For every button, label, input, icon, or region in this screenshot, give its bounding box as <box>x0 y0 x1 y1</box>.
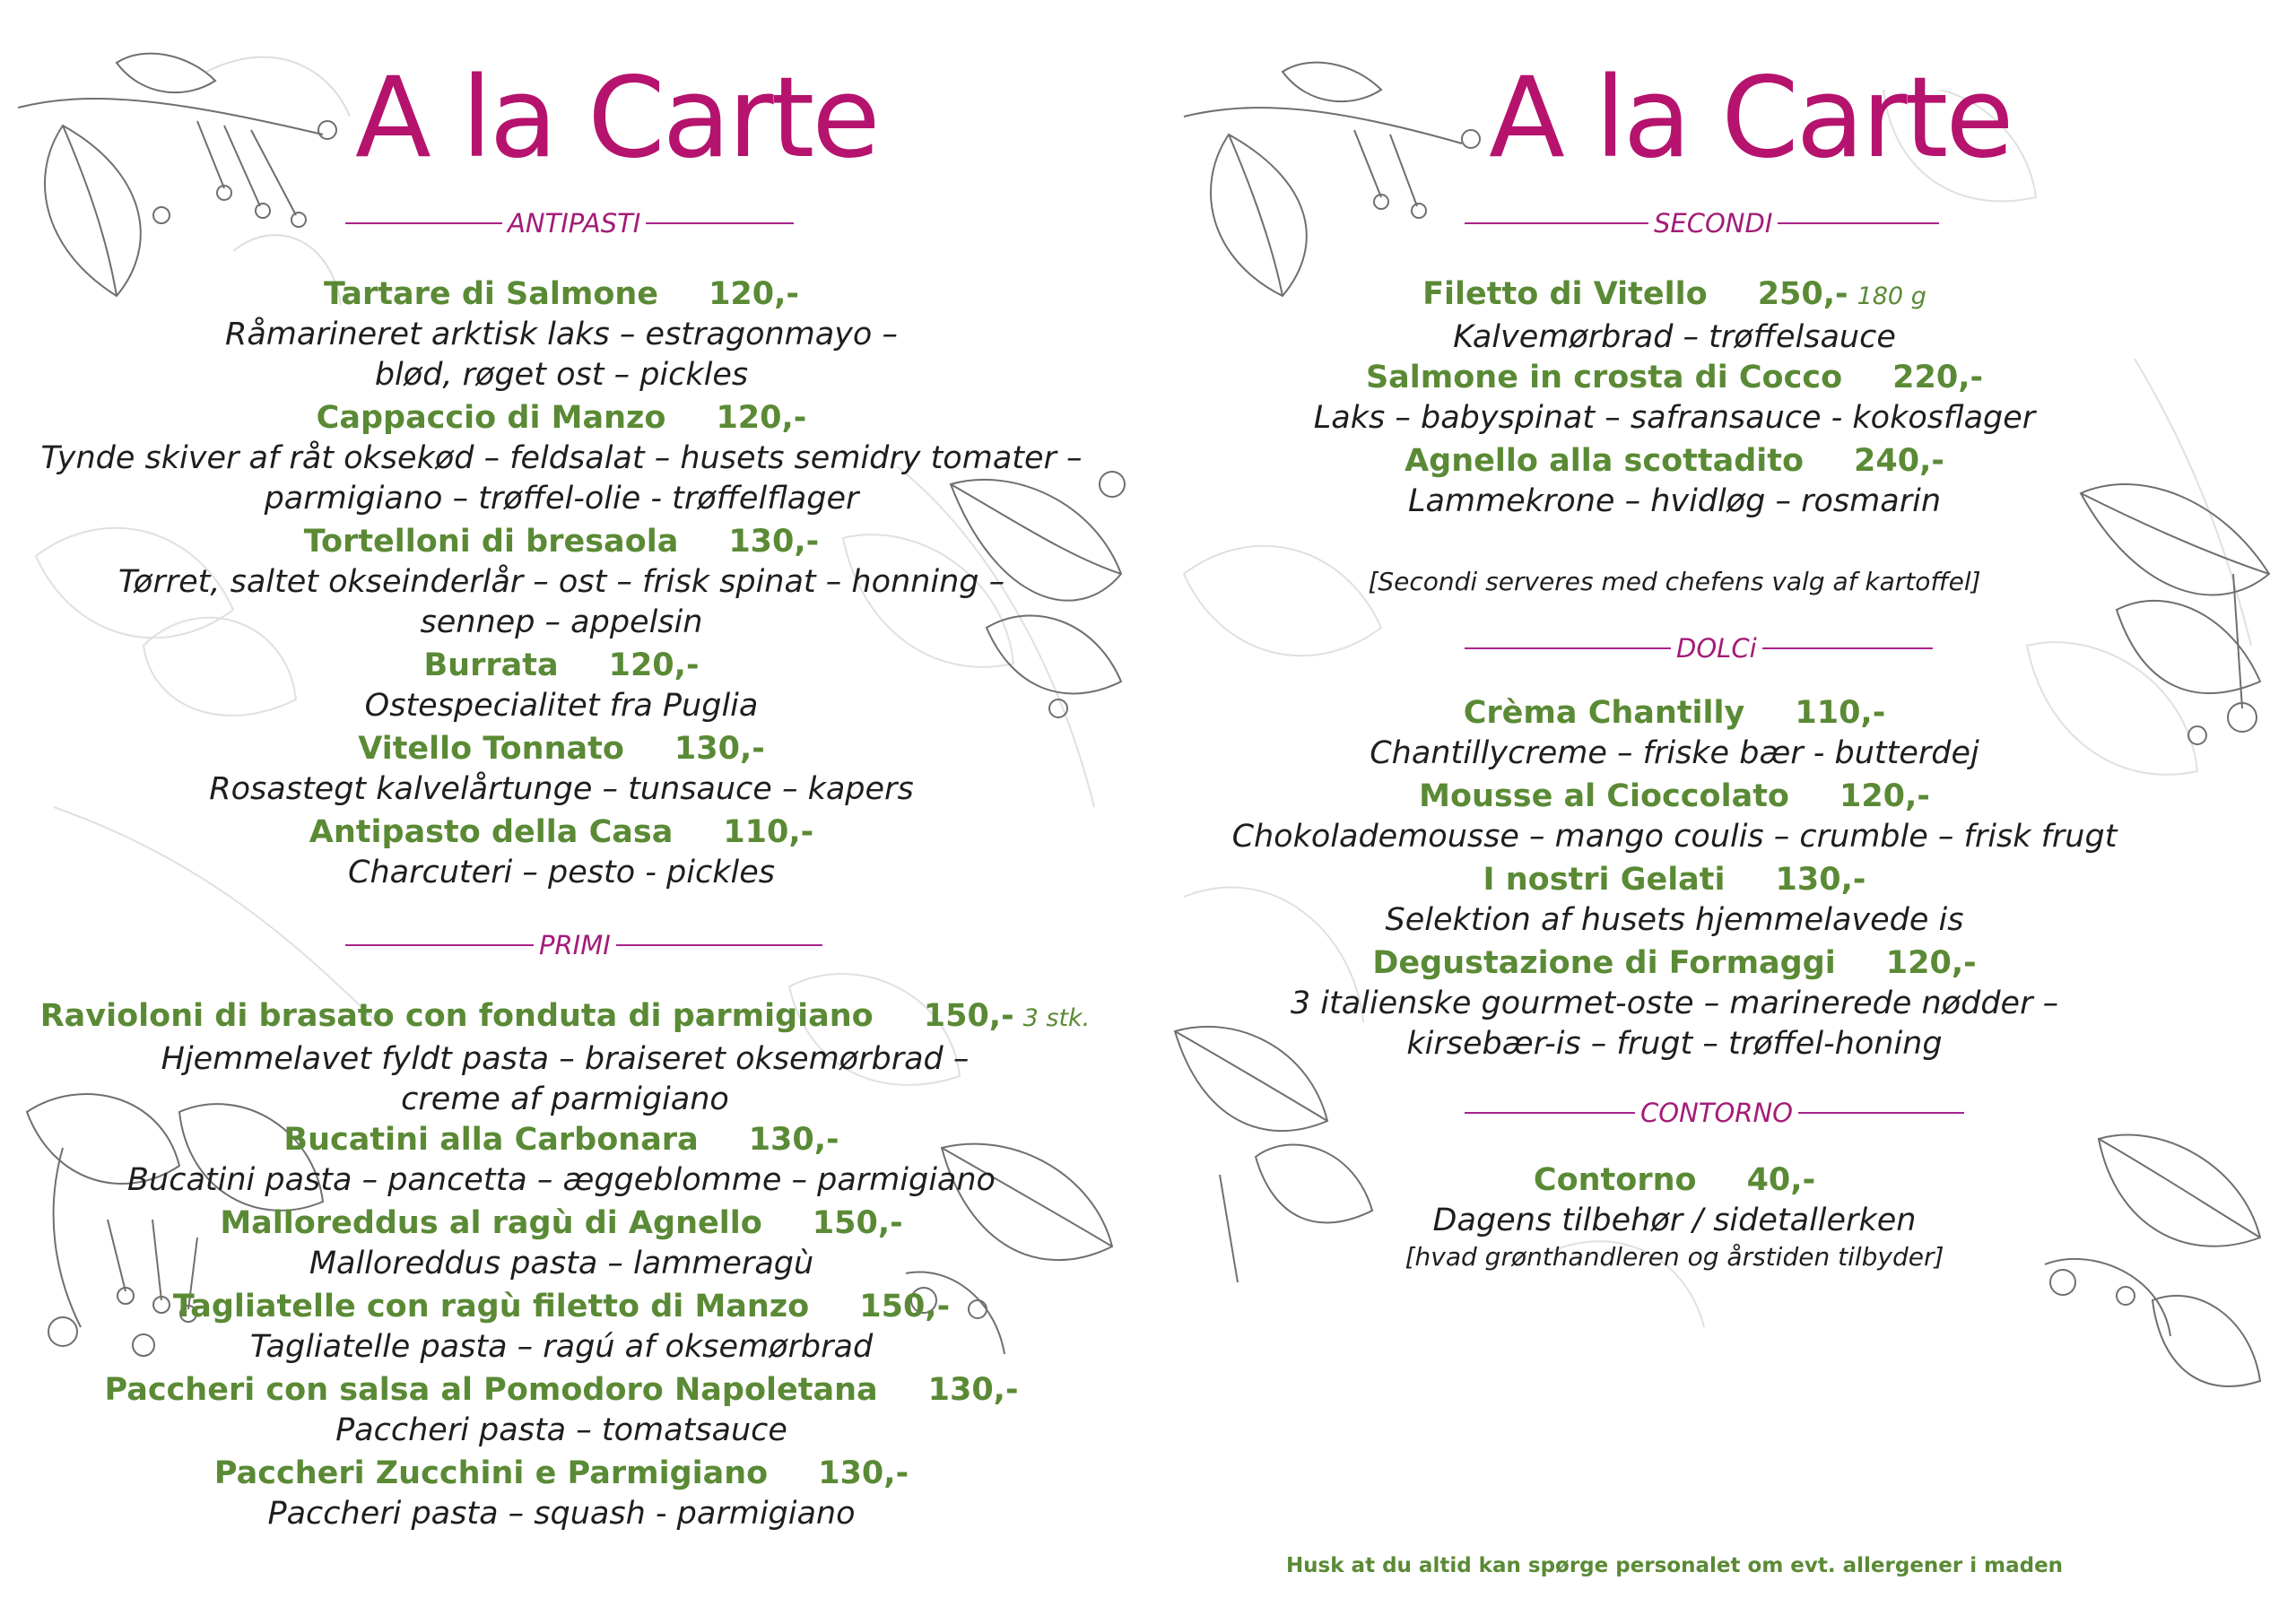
menu-item <box>0 274 1135 395</box>
divider-line <box>1798 1112 1964 1114</box>
menu-item <box>1148 692 2248 774</box>
dish-description: parmigiano – trøffel-olie - trøffelflager <box>264 481 859 517</box>
dish-name: Tortelloni di bresaola <box>303 524 679 560</box>
dish-description: Selektion af husets hjemmelavede is <box>1385 902 1964 938</box>
menu-item <box>0 995 1139 1120</box>
dish-description: Hjemmelavet fyldt pasta – braiseret oksemørbrad – <box>161 1041 970 1077</box>
menu-item <box>0 812 1135 893</box>
dish-price: 120,- <box>716 400 807 436</box>
menu-item <box>0 1286 1135 1368</box>
divider-line <box>1465 647 1671 649</box>
divider-line <box>1778 222 1939 224</box>
divider-line <box>345 944 534 946</box>
dish-price: 120,- <box>1885 945 1977 981</box>
dish-price: 110,- <box>723 814 814 850</box>
dish-description: creme af parmigiano <box>401 1081 729 1117</box>
dish-description: Lammekrone – hvidløg – rosmarin <box>1407 483 1942 519</box>
dish-name: Tagliatelle con ragù filetto di Manzo <box>172 1289 810 1324</box>
dish-price: 150,- <box>812 1205 903 1241</box>
dish-price: 220,- <box>1892 360 1984 395</box>
dish-description: blød, røget ost – pickles <box>374 357 749 393</box>
menu-item <box>0 728 1135 810</box>
dish-name: Agnello alla scottadito <box>1405 443 1805 479</box>
dish-portion: 3 stk. <box>1022 1004 1091 1032</box>
dish-description: Ostespecialitet fra Puglia <box>364 688 759 724</box>
dish-name: Contorno <box>1533 1162 1697 1198</box>
section-header-dolci <box>1465 633 1933 664</box>
dish-description: Råmarineret arktisk laks – estragonmayo – <box>225 317 898 352</box>
dish-description: Malloreddus pasta – lammeragù <box>309 1246 814 1281</box>
menu-page-right <box>1148 0 2296 1624</box>
menu-item <box>0 1203 1135 1284</box>
dish-name: Malloreddus al ragù di Agnello <box>220 1205 762 1241</box>
menu-item <box>0 397 1135 519</box>
dish-name: Bucatini alla Carbonara <box>283 1122 699 1158</box>
dish-name: Cappaccio di Manzo <box>316 400 666 436</box>
divider-line <box>646 222 794 224</box>
dish-description: Charcuteri – pesto - pickles <box>348 855 775 890</box>
section-title: SECONDI <box>1654 208 1773 239</box>
dish-price: 130,- <box>927 1372 1019 1408</box>
menu-item <box>1148 1159 2248 1241</box>
divider-line <box>1465 1112 1635 1114</box>
dish-description: Tørret, saltet okseinderlår – ost – frisk spinat – honning – <box>117 564 1005 600</box>
menu-item <box>0 1119 1135 1201</box>
dish-name: Tartare di Salmone <box>324 276 659 312</box>
page-title: A la Carte <box>355 54 878 183</box>
menu-item <box>1148 357 2248 439</box>
dish-portion: 180 g <box>1857 282 1926 310</box>
dish-description: Chokolademousse – mango coulis – crumble – frisk frugt <box>1231 819 2118 855</box>
dish-description: Kalvemørbrad – trøffelsauce <box>1453 319 1896 355</box>
section-title: ANTIPASTI <box>508 208 641 239</box>
section-header-contorno <box>1465 1098 1964 1128</box>
dish-name: Paccheri Zucchini e Parmigiano <box>213 1455 769 1491</box>
dish-description: Tagliatelle pasta – ragú af oksemørbrad <box>249 1329 874 1365</box>
dish-description: Dagens tilbehør / sidetallerken <box>1432 1203 1917 1238</box>
dish-name: Burrata <box>423 647 559 683</box>
dish-name: Filetto di Vitello <box>1422 276 1708 312</box>
dish-price: 120,- <box>709 276 799 312</box>
dish-price: 250,- <box>1757 276 1848 312</box>
menu-item <box>1148 776 2248 857</box>
menu-item <box>0 1453 1135 1534</box>
divider-line <box>1762 647 1933 649</box>
section-title: DOLCi <box>1676 633 1757 664</box>
section-header-antipasti <box>345 208 794 239</box>
dish-name: Vitello Tonnato <box>358 731 624 767</box>
dish-price: 130,- <box>748 1122 839 1158</box>
dish-price: 150,- <box>923 998 1014 1034</box>
dish-price: 120,- <box>608 647 700 683</box>
section-header-primi <box>345 930 822 960</box>
dish-name: I nostri Gelati <box>1483 862 1726 898</box>
dish-name: Crèma Chantilly <box>1463 695 1745 731</box>
page-title: A la Carte <box>1489 54 2012 183</box>
contorno-note: [hvad grønthandleren og årstiden tilbyder] <box>1405 1242 1944 1272</box>
dish-price: 130,- <box>818 1455 909 1491</box>
dish-description: Bucatini pasta – pancetta – æggeblomme – parmigiano <box>127 1162 996 1198</box>
dish-name: Antipasto della Casa <box>309 814 674 850</box>
dish-description: Tynde skiver af råt oksekød – feldsalat – husets semidry tomater – <box>40 440 1083 476</box>
dish-description: Rosastegt kalvelårtunge – tunsauce – kapers <box>209 771 914 807</box>
dish-name: Ravioloni di brasato con fonduta di parmigiano <box>39 998 874 1034</box>
menu-item <box>1148 859 2248 941</box>
dish-price: 150,- <box>859 1289 951 1324</box>
dish-price: 130,- <box>674 731 765 767</box>
section-title: PRIMI <box>539 930 611 960</box>
allergen-footer-note: Husk at du altid kan spørge personalet om evt. allergener i maden <box>1285 1554 2064 1577</box>
menu-item <box>1148 274 2248 358</box>
secondi-note: [Secondi serveres med chefens valg af kartoffel] <box>1368 567 1981 596</box>
divider-line <box>345 222 502 224</box>
divider-line <box>1465 222 1648 224</box>
menu-item <box>0 521 1135 643</box>
botanical-illustration-bottom-right <box>2027 1103 2296 1444</box>
dish-price: 130,- <box>1775 862 1866 898</box>
dish-price: 40,- <box>1746 1162 1816 1198</box>
menu-item <box>1148 440 2248 522</box>
dish-description: kirsebær-is – frugt – trøffel-honing <box>1406 1026 1943 1062</box>
menu-item <box>0 1369 1135 1451</box>
dish-name: Degustazione di Formaggi <box>1372 945 1836 981</box>
divider-line <box>616 944 822 946</box>
menu-item <box>1148 942 2248 1064</box>
dish-description: 3 italienske gourmet-oste – marinerede nødder – <box>1290 986 2059 1021</box>
dish-name: Mousse al Cioccolato <box>1419 778 1789 814</box>
dish-price: 120,- <box>1839 778 1930 814</box>
dish-price: 130,- <box>728 524 820 560</box>
dish-price: 240,- <box>1854 443 1944 479</box>
dish-description: Paccheri pasta – tomatsauce <box>335 1412 787 1448</box>
dish-name: Paccheri con salsa al Pomodoro Napoletana <box>104 1372 878 1408</box>
dish-description: Paccheri pasta – squash - parmigiano <box>267 1496 856 1532</box>
dish-price: 110,- <box>1795 695 1886 731</box>
dish-name: Salmone in crosta di Cocco <box>1365 360 1843 395</box>
dish-description: Chantillycreme – friske bær - butterdej <box>1370 735 1979 771</box>
dish-description: Laks – babyspinat – safransauce - kokosflager <box>1313 400 2036 436</box>
dish-description: sennep – appelsin <box>420 604 703 640</box>
menu-item <box>0 645 1135 726</box>
section-header-secondi <box>1465 208 1939 239</box>
section-title: CONTORNO <box>1640 1098 1793 1128</box>
